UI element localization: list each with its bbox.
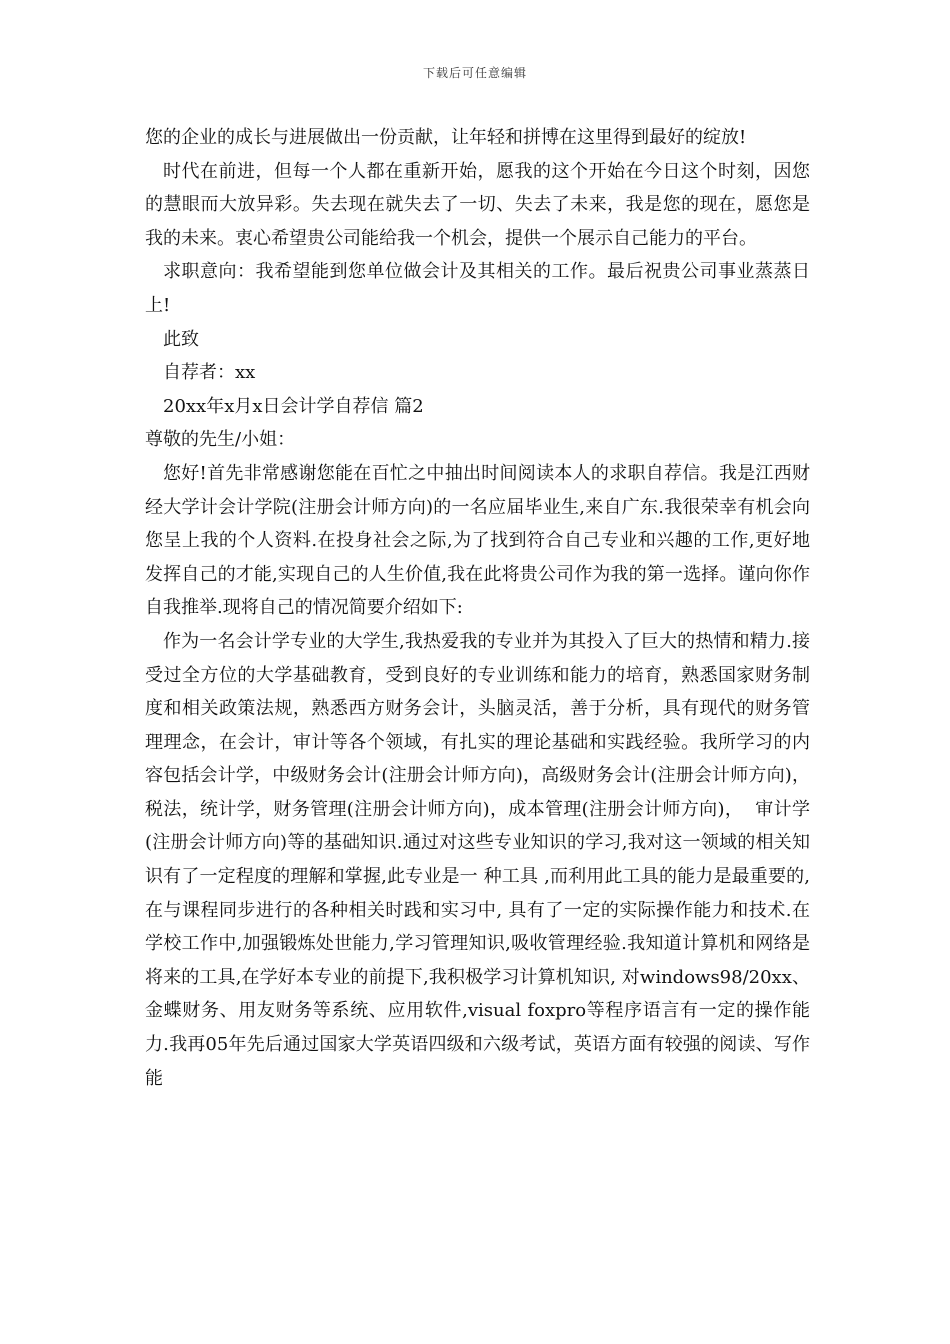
paragraph: 您好!首先非常感谢您能在百忙之中抽出时间阅读本人的求职自荐信。我是江西财经大学计会计学院(注册会计师方向)的一名应届毕业生,来自广东.我很荣幸有机会向您呈上我的个人资料.在投身社会之际,为了找到符合自己专业和兴趣的工作,更好地发挥自己的才能,实现自己的人生价值,我在此将贵公司作为我的第一选择。谨向你作自我推举.现将自己的情况简要介绍如下: <box>145 462 810 619</box>
signature-line: 自荐者：xx <box>163 362 256 384</box>
document-body <box>145 121 810 1095</box>
paragraph: 求职意向：我希望能到您单位做会计及其相关的工作。最后祝贵公司事业蒸蒸日上! <box>145 261 810 316</box>
paragraph: 时代在前进，但每一个人都在重新开始，愿我的这个开始在今日这个时刻，因您的慧眼而大放异彩。失去现在就失去了一切、失去了未来，我是您的现在，愿您是我的未来。衷心希望贵公司能给我一个机会，提供一个展示自己能力的平台。 <box>145 160 810 249</box>
paragraph: 您的企业的成长与进展做出一份贡献，让年轻和拼博在这里得到最好的绽放! <box>145 127 747 148</box>
paragraph: 作为一名会计学专业的大学生,我热爱我的专业并为其投入了巨大的热情和精力.接受过全方位的大学基础教育，受到良好的专业训练和能力的培育，熟悉国家财务制度和相关政策法规，熟悉西方财务会计，头脑灵活，善于分析，具有现代的财务管理理念，在会计，审计等各个领域，有扎实的理论基础和实践经验。我所学习的内容包括会计学，中级财务会计(注册会计师方向)，高级财务会计(注册会计师方向)，税法，统计学，财务管理(注册会计师方向)，成本管理(注册会计师方向)， 审计学(注册会计师方向)等的基础知识.通过对这些专业知识的学习,我对这一领域的相关知识有了一定程度的理解和掌握,此专业是一 种工具 ,而利用此工具的能力是最重要的,在与课程同步进行的各种相关时践和实习中, 具有了一定的实际操作能力和技术.在学校工作中,加强锻炼处世能力,学习管理知识,吸收管理经验.我知道计算机和网络是将来的工具,在学好本专业的前提下,我积极学习计算机知识, 对windows98/20xx、金蝶财务、用友财务等系统、应用软件,visual foxpro等程序语言有一定的操作能力.我再05年先后通过国家大学英语四级和六级考试，英语方面有较强的阅读、写作能 <box>145 630 810 1089</box>
closing-salutation: 此致 <box>163 328 199 350</box>
section-title: 20xx年x月x日会计学自荐信 篇2 <box>163 395 424 417</box>
page-header: 下载后可任意编辑 <box>422 66 527 80</box>
greeting: 尊敬的先生/小姐： <box>145 429 296 451</box>
